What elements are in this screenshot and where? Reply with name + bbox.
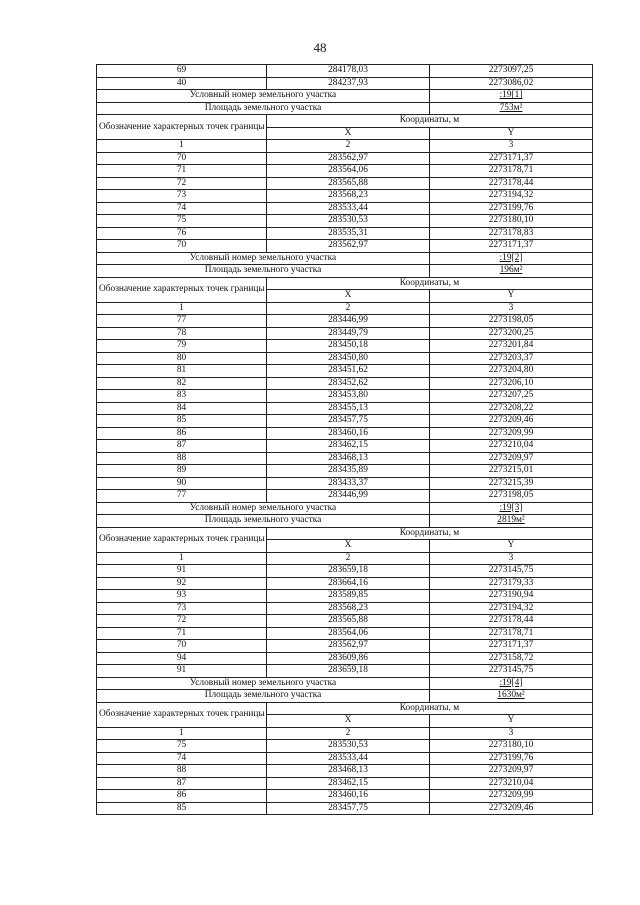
y-cell: 2273201,84 xyxy=(430,340,593,353)
parcel-number-text: :19[4] xyxy=(499,677,523,688)
point-cell: 70 xyxy=(97,240,267,253)
y-cell: 2273209,99 xyxy=(430,427,593,440)
y-cell: 2273086,02 xyxy=(430,77,593,90)
y-cell: 2273178,44 xyxy=(430,615,593,628)
y-cell: 2273178,71 xyxy=(430,165,593,178)
point-cell: 77 xyxy=(97,315,267,328)
point-cell: 87 xyxy=(97,440,267,453)
parcel-area-text: 196м² xyxy=(499,265,523,275)
x-cell: 283609,86 xyxy=(267,652,430,665)
y-cell: 2273215,39 xyxy=(430,477,593,490)
column-number-3: 3 xyxy=(430,302,593,315)
y-header: Y xyxy=(430,715,593,728)
parcel-area-label: Площадь земельного участка xyxy=(97,265,430,278)
parcel-area-row xyxy=(97,690,593,703)
point-cell: 74 xyxy=(97,752,267,765)
point-cell: 79 xyxy=(97,340,267,353)
parcel-number-text: :19[2] xyxy=(499,252,523,263)
table-row xyxy=(97,477,593,490)
y-cell: 2273210,04 xyxy=(430,777,593,790)
point-cell: 89 xyxy=(97,465,267,478)
x-cell: 284237,93 xyxy=(267,77,430,90)
parcel-number-text: :19[3] xyxy=(499,502,523,513)
x-cell: 283460,16 xyxy=(267,427,430,440)
point-cell: 71 xyxy=(97,627,267,640)
table-row xyxy=(97,165,593,178)
x-cell: 283533,44 xyxy=(267,752,430,765)
x-cell: 283433,37 xyxy=(267,477,430,490)
y-cell: 2273208,22 xyxy=(430,402,593,415)
y-cell: 2273206,10 xyxy=(430,377,593,390)
table-row xyxy=(97,377,593,390)
x-cell: 283565,88 xyxy=(267,615,430,628)
table-header-row xyxy=(97,277,593,290)
point-cell: 87 xyxy=(97,777,267,790)
y-cell: 2273215,01 xyxy=(430,465,593,478)
x-header: X xyxy=(267,540,430,553)
coordinates-header: Координаты, м xyxy=(267,277,593,290)
table-row xyxy=(97,752,593,765)
table-row xyxy=(97,415,593,428)
x-cell: 283450,18 xyxy=(267,340,430,353)
point-cell: 94 xyxy=(97,652,267,665)
y-cell: 2273199,76 xyxy=(430,202,593,215)
y-cell: 2273209,46 xyxy=(430,802,593,815)
x-cell: 283460,16 xyxy=(267,790,430,803)
parcel-area-row xyxy=(97,265,593,278)
table-row xyxy=(97,202,593,215)
table-row xyxy=(97,440,593,453)
point-cell: 40 xyxy=(97,77,267,90)
y-cell: 2273199,76 xyxy=(430,752,593,765)
parcel-number-row xyxy=(97,90,593,103)
y-cell: 2273194,32 xyxy=(430,190,593,203)
x-cell: 283568,23 xyxy=(267,602,430,615)
point-cell: 90 xyxy=(97,477,267,490)
parcel-area-value xyxy=(430,102,593,115)
x-cell: 283533,44 xyxy=(267,202,430,215)
x-cell: 283564,06 xyxy=(267,165,430,178)
x-cell: 283565,88 xyxy=(267,177,430,190)
x-cell: 283562,97 xyxy=(267,240,430,253)
point-cell: 91 xyxy=(97,565,267,578)
coordinates-header: Координаты, м xyxy=(267,527,593,540)
parcel-number-value xyxy=(430,677,593,690)
point-cell: 73 xyxy=(97,190,267,203)
point-designation-header: Обозначение характерных точек границы xyxy=(97,702,267,727)
x-cell: 283659,18 xyxy=(267,665,430,678)
parcel-area-label: Площадь земельного участка xyxy=(97,690,430,703)
y-cell: 2273178,83 xyxy=(430,227,593,240)
y-cell: 2273145,75 xyxy=(430,565,593,578)
parcel-number-value xyxy=(430,252,593,265)
table-row xyxy=(97,802,593,815)
point-cell: 81 xyxy=(97,365,267,378)
parcel-area-text: 1630м² xyxy=(497,690,525,700)
y-cell: 2273209,46 xyxy=(430,415,593,428)
table-row xyxy=(97,215,593,228)
point-cell: 82 xyxy=(97,377,267,390)
parcel-number-row xyxy=(97,677,593,690)
point-cell: 75 xyxy=(97,215,267,228)
parcel-area-value xyxy=(430,265,593,278)
table-row xyxy=(97,602,593,615)
column-number-3: 3 xyxy=(430,140,593,153)
table-row xyxy=(97,640,593,653)
x-cell: 283457,75 xyxy=(267,415,430,428)
y-cell: 2273179,33 xyxy=(430,577,593,590)
column-number-2: 2 xyxy=(267,727,430,740)
point-cell: 80 xyxy=(97,352,267,365)
table-row xyxy=(97,790,593,803)
column-number-row xyxy=(97,302,593,315)
point-cell: 77 xyxy=(97,490,267,503)
y-cell: 2273198,05 xyxy=(430,490,593,503)
y-cell: 2273210,04 xyxy=(430,440,593,453)
y-cell: 2273200,25 xyxy=(430,327,593,340)
point-cell: 69 xyxy=(97,65,267,78)
point-cell: 84 xyxy=(97,402,267,415)
point-cell: 86 xyxy=(97,427,267,440)
y-cell: 2273209,97 xyxy=(430,765,593,778)
parcel-number-label: Условный номер земельного участка xyxy=(97,252,430,265)
parcel-area-value xyxy=(430,515,593,528)
point-cell: 72 xyxy=(97,177,267,190)
y-cell: 2273158,72 xyxy=(430,652,593,665)
x-cell: 283453,80 xyxy=(267,390,430,403)
y-cell: 2273145,75 xyxy=(430,665,593,678)
table-row xyxy=(97,352,593,365)
parcel-area-label: Площадь земельного участка xyxy=(97,515,430,528)
x-cell: 283468,13 xyxy=(267,452,430,465)
x-cell: 283452,62 xyxy=(267,377,430,390)
table-row xyxy=(97,65,593,78)
x-cell: 283562,97 xyxy=(267,152,430,165)
point-cell: 71 xyxy=(97,165,267,178)
x-header: X xyxy=(267,290,430,303)
x-cell: 283457,75 xyxy=(267,802,430,815)
table-row xyxy=(97,365,593,378)
point-designation-header: Обозначение характерных точек границы xyxy=(97,115,267,140)
y-cell: 2273194,32 xyxy=(430,602,593,615)
table-row xyxy=(97,627,593,640)
x-cell: 283530,53 xyxy=(267,740,430,753)
x-cell: 283530,53 xyxy=(267,215,430,228)
parcel-area-text: 753м² xyxy=(499,102,523,113)
x-cell: 283664,16 xyxy=(267,577,430,590)
y-cell: 2273190,94 xyxy=(430,590,593,603)
x-header: X xyxy=(267,127,430,140)
x-header: X xyxy=(267,715,430,728)
y-header: Y xyxy=(430,290,593,303)
table-row xyxy=(97,652,593,665)
y-cell: 2273178,44 xyxy=(430,177,593,190)
column-number-1: 1 xyxy=(97,140,267,153)
parcel-area-row xyxy=(97,515,593,528)
parcel-number-value xyxy=(430,502,593,515)
column-number-row xyxy=(97,727,593,740)
table-row xyxy=(97,590,593,603)
y-cell: 2273209,99 xyxy=(430,790,593,803)
x-cell: 283535,31 xyxy=(267,227,430,240)
parcel-number-label: Условный номер земельного участка xyxy=(97,90,430,103)
column-number-3: 3 xyxy=(430,552,593,565)
point-cell: 88 xyxy=(97,452,267,465)
parcel-number-row xyxy=(97,252,593,265)
x-cell: 284178,03 xyxy=(267,65,430,78)
table-row xyxy=(97,577,593,590)
x-cell: 283462,15 xyxy=(267,777,430,790)
y-cell: 2273204,80 xyxy=(430,365,593,378)
table-row xyxy=(97,327,593,340)
table-row xyxy=(97,152,593,165)
point-cell: 70 xyxy=(97,640,267,653)
table-row xyxy=(97,190,593,203)
point-cell: 74 xyxy=(97,202,267,215)
y-cell: 2273203,37 xyxy=(430,352,593,365)
point-cell: 70 xyxy=(97,152,267,165)
parcel-number-row xyxy=(97,502,593,515)
column-number-row xyxy=(97,552,593,565)
coordinates-header: Координаты, м xyxy=(267,115,593,128)
point-cell: 85 xyxy=(97,415,267,428)
coordinates-table xyxy=(96,64,593,815)
table-row xyxy=(97,427,593,440)
y-cell: 2273209,97 xyxy=(430,452,593,465)
y-cell: 2273207,25 xyxy=(430,390,593,403)
parcel-area-row xyxy=(97,102,593,115)
x-cell: 283450,80 xyxy=(267,352,430,365)
x-cell: 283564,06 xyxy=(267,627,430,640)
y-cell: 2273178,71 xyxy=(430,627,593,640)
point-cell: 75 xyxy=(97,740,267,753)
table-row xyxy=(97,740,593,753)
column-number-2: 2 xyxy=(267,140,430,153)
point-cell: 86 xyxy=(97,790,267,803)
column-number-2: 2 xyxy=(267,302,430,315)
point-designation-header: Обозначение характерных точек границы xyxy=(97,527,267,552)
column-number-1: 1 xyxy=(97,552,267,565)
parcel-number-label: Условный номер земельного участка xyxy=(97,677,430,690)
point-cell: 92 xyxy=(97,577,267,590)
parcel-area-value xyxy=(430,690,593,703)
x-cell: 283589,85 xyxy=(267,590,430,603)
y-cell: 2273180,10 xyxy=(430,740,593,753)
point-cell: 78 xyxy=(97,327,267,340)
coordinates-header: Координаты, м xyxy=(267,702,593,715)
point-cell: 73 xyxy=(97,602,267,615)
x-cell: 283468,13 xyxy=(267,765,430,778)
column-number-row xyxy=(97,140,593,153)
table-row xyxy=(97,315,593,328)
table-row xyxy=(97,465,593,478)
table-row xyxy=(97,615,593,628)
point-cell: 93 xyxy=(97,590,267,603)
x-cell: 283455,13 xyxy=(267,402,430,415)
x-cell: 283462,15 xyxy=(267,440,430,453)
table-row xyxy=(97,340,593,353)
table-row xyxy=(97,777,593,790)
table-header-row xyxy=(97,115,593,128)
point-cell: 76 xyxy=(97,227,267,240)
table-row xyxy=(97,665,593,678)
x-cell: 283659,18 xyxy=(267,565,430,578)
point-designation-header: Обозначение характерных точек границы xyxy=(97,277,267,302)
parcel-number-label: Условный номер земельного участка xyxy=(97,502,430,515)
table-row xyxy=(97,452,593,465)
x-cell: 283451,62 xyxy=(267,365,430,378)
table-row xyxy=(97,240,593,253)
point-cell: 91 xyxy=(97,665,267,678)
column-number-2: 2 xyxy=(267,552,430,565)
y-header: Y xyxy=(430,540,593,553)
column-number-1: 1 xyxy=(97,302,267,315)
column-number-1: 1 xyxy=(97,727,267,740)
parcel-area-text: 2819м² xyxy=(497,515,525,525)
y-header: Y xyxy=(430,127,593,140)
table-row xyxy=(97,227,593,240)
table-row xyxy=(97,390,593,403)
y-cell: 2273097,25 xyxy=(430,65,593,78)
point-cell: 83 xyxy=(97,390,267,403)
x-cell: 283568,23 xyxy=(267,190,430,203)
y-cell: 2273171,37 xyxy=(430,152,593,165)
table-row xyxy=(97,765,593,778)
point-cell: 72 xyxy=(97,615,267,628)
parcel-area-label: Площадь земельного участка xyxy=(97,102,430,115)
table-row xyxy=(97,565,593,578)
table-row xyxy=(97,490,593,503)
x-cell: 283446,99 xyxy=(267,490,430,503)
point-cell: 85 xyxy=(97,802,267,815)
table-row xyxy=(97,77,593,90)
point-cell: 88 xyxy=(97,765,267,778)
table-row xyxy=(97,177,593,190)
table-header-row xyxy=(97,702,593,715)
table-row xyxy=(97,402,593,415)
parcel-number-text: :19[1] xyxy=(499,90,523,100)
y-cell: 2273171,37 xyxy=(430,240,593,253)
column-number-3: 3 xyxy=(430,727,593,740)
y-cell: 2273171,37 xyxy=(430,640,593,653)
x-cell: 283446,99 xyxy=(267,315,430,328)
x-cell: 283435,89 xyxy=(267,465,430,478)
parcel-number-value xyxy=(430,90,593,103)
x-cell: 283449,79 xyxy=(267,327,430,340)
x-cell: 283562,97 xyxy=(267,640,430,653)
page-number: 48 xyxy=(313,40,327,55)
table-header-row xyxy=(97,527,593,540)
y-cell: 2273198,05 xyxy=(430,315,593,328)
y-cell: 2273180,10 xyxy=(430,215,593,228)
